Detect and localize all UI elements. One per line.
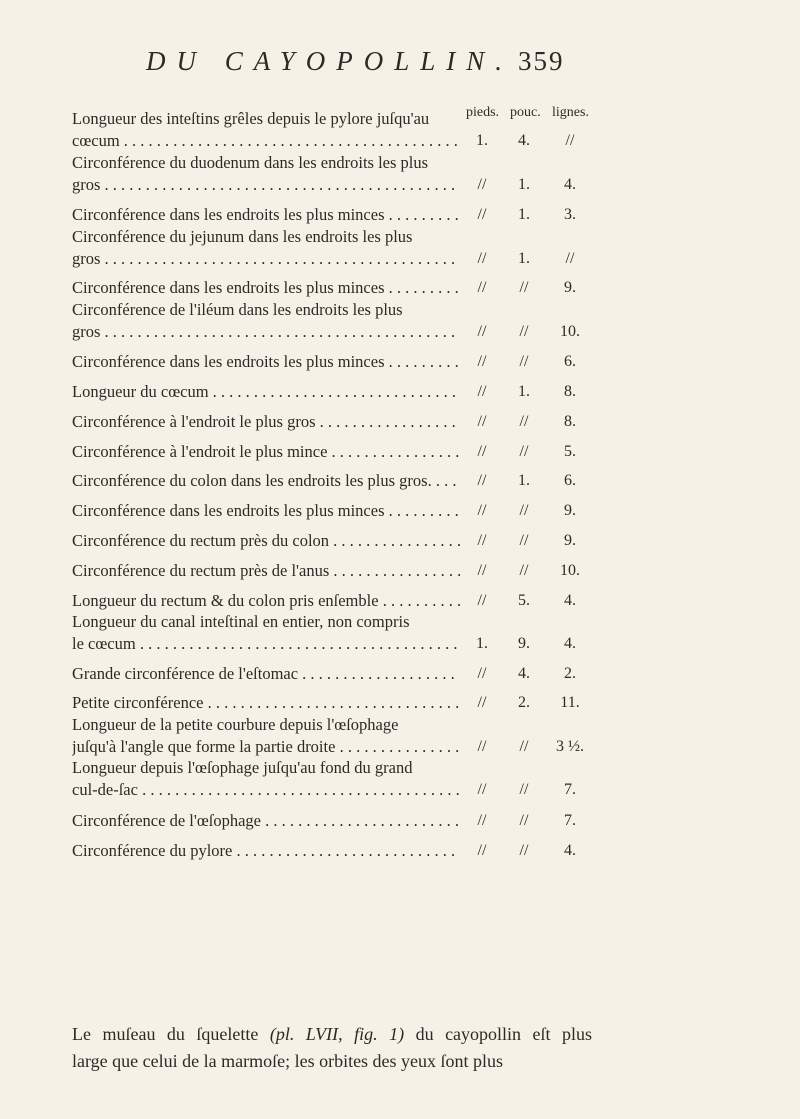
row-label [72, 500, 460, 522]
value-pouces: // [519, 323, 529, 340]
row-label-line: juſqu'à l'angle que forme la partie droite . . . [72, 736, 460, 758]
row-label [72, 757, 460, 801]
row-label [72, 381, 460, 403]
value-lignes: 9. [564, 532, 576, 549]
row-label-line: Circonférence du pylore . . . [72, 840, 460, 862]
row-label-line: Longueur de la petite courbure depuis l'œſophage [72, 715, 399, 734]
header-pouces: pouc. [510, 105, 541, 120]
value-pouces: // [519, 812, 529, 829]
value-lignes: // [565, 132, 575, 149]
row-label-line: Circonférence du rectum près du colon . . . [72, 530, 460, 552]
value-lignes: 7. [564, 781, 576, 798]
leader-dots [432, 471, 460, 490]
row-label-line: Longueur des inteſtins grêles depuis le pylore juſqu'au [72, 109, 430, 128]
value-pouces: 2. [518, 694, 530, 711]
leader-dots [335, 737, 460, 756]
value-pieds: // [477, 502, 487, 519]
row-label [72, 663, 460, 685]
leader-dots [385, 278, 461, 297]
row-label [72, 470, 460, 492]
leader-dots [138, 780, 460, 799]
row-label [72, 277, 460, 299]
value-pouces: // [519, 413, 529, 430]
value-lignes: 4. [564, 635, 576, 652]
value-lignes: 10. [560, 562, 580, 579]
value-lignes: 4. [564, 176, 576, 193]
leader-dots [316, 412, 460, 431]
value-pieds: // [477, 738, 487, 755]
value-pieds: // [477, 279, 487, 296]
row-label-line: cul-de-ſac . . . [72, 779, 460, 801]
row-label [72, 441, 460, 463]
row-label [72, 692, 460, 714]
row-label-line: Longueur du canal inteſtinal en entier, non compris [72, 612, 410, 631]
value-lignes: 4. [564, 592, 576, 609]
row-label-line: Longueur depuis l'œſophage juſqu'au fond du grand [72, 758, 413, 777]
row-label [72, 226, 460, 270]
paragraph-line-2: large que celui de la marmoſe; les orbites des yeux ſont plus [72, 1051, 504, 1071]
leader-dots [232, 841, 460, 860]
row-label-line: Longueur du rectum & du colon pris enſemble . . . [72, 590, 460, 612]
value-pouces: 1. [518, 383, 530, 400]
page-number: 359 [518, 46, 565, 76]
row-label-line: gros . . . [72, 321, 460, 343]
leader-dots [385, 205, 461, 224]
row-label-line: Petite circonférence . . . [72, 692, 460, 714]
row-label-line: Circonférence du rectum près de l'anus . . . [72, 560, 460, 582]
row-label [72, 351, 460, 373]
value-pouces: 5. [518, 592, 530, 609]
header-pieds: pieds. [466, 105, 500, 120]
row-label [72, 411, 460, 433]
leader-dots [203, 693, 460, 712]
value-pouces: 1. [518, 176, 530, 193]
body-paragraph [72, 1021, 592, 1075]
row-label-line: Circonférence dans les endroits les plus minces . . . [72, 277, 460, 299]
value-pouces: 4. [518, 665, 530, 682]
value-pieds: // [477, 592, 487, 609]
value-pouces: 4. [518, 132, 530, 149]
value-lignes: 5. [564, 443, 576, 460]
row-label [72, 840, 460, 862]
row-label [72, 152, 460, 196]
value-pieds: // [477, 472, 487, 489]
value-pouces: // [519, 562, 529, 579]
row-label-line: Circonférence du jejunum dans les endroits les plus [72, 227, 413, 246]
value-pouces: // [519, 279, 529, 296]
row-label-line: Circonférence de l'œſophage . . . [72, 810, 460, 832]
row-label [72, 530, 460, 552]
leader-dots [209, 382, 460, 401]
row-label-line: Circonférence du colon dans les endroits les plus gros. . . . [72, 470, 460, 492]
value-lignes: 9. [564, 502, 576, 519]
value-pieds: // [477, 532, 487, 549]
header-lignes: lignes. [552, 105, 589, 120]
value-pieds: // [477, 353, 487, 370]
value-pouces: 1. [518, 472, 530, 489]
value-lignes: 7. [564, 812, 576, 829]
value-lignes: 3 ½. [556, 738, 584, 755]
leader-dots [329, 531, 460, 550]
leader-dots [329, 561, 460, 580]
leader-dots [100, 175, 460, 194]
leader-dots [100, 322, 460, 341]
leader-dots [379, 591, 460, 610]
value-pieds: // [477, 443, 487, 460]
value-lignes: 8. [564, 413, 576, 430]
value-pieds: // [477, 842, 487, 859]
value-pieds: 1. [476, 132, 488, 149]
value-pouces: // [519, 738, 529, 755]
row-label [72, 810, 460, 832]
row-label-line: Circonférence dans les endroits les plus minces . . . [72, 351, 460, 373]
value-pieds: // [477, 781, 487, 798]
value-pieds: // [477, 812, 487, 829]
plate-reference: (pl. LVII, fig. 1) [269, 1024, 405, 1044]
row-label-line: gros . . . [72, 174, 460, 196]
value-lignes: 10. [560, 323, 580, 340]
value-pouces: // [519, 532, 529, 549]
row-label [72, 714, 460, 758]
value-lignes: 3. [564, 206, 576, 223]
row-label-line: cœcum . . . [72, 130, 460, 152]
row-label-line: Circonférence du duodenum dans les endroits les plus [72, 153, 429, 172]
leader-dots [385, 501, 461, 520]
value-lignes: 8. [564, 383, 576, 400]
value-pieds: // [477, 323, 487, 340]
value-pieds: // [477, 413, 487, 430]
row-label [72, 108, 460, 152]
running-title: DU CAYOPOLLIN. [146, 46, 514, 76]
value-pouces: // [519, 781, 529, 798]
row-label [72, 611, 460, 655]
row-label-line: Longueur du cœcum . . . [72, 381, 460, 403]
value-pouces: 1. [518, 250, 530, 267]
row-label-line: Circonférence dans les endroits les plus minces . . . [72, 204, 460, 226]
value-lignes: 11. [560, 694, 580, 711]
row-label [72, 204, 460, 226]
row-label [72, 299, 460, 343]
row-label-line: Grande circonférence de l'eſtomac . . . [72, 663, 460, 685]
value-pieds: // [477, 383, 487, 400]
row-label-line: Circonférence dans les endroits les plus minces . . . [72, 500, 460, 522]
leader-dots [327, 442, 460, 461]
value-pouces: // [519, 502, 529, 519]
row-label-line: le cœcum . . . [72, 633, 460, 655]
value-pieds: // [477, 176, 487, 193]
leader-dots [261, 811, 460, 830]
value-pieds: // [477, 206, 487, 223]
row-label-line: Circonférence à l'endroit le plus gros . . . [72, 411, 460, 433]
leader-dots [100, 249, 460, 268]
value-pouces: 9. [518, 635, 530, 652]
value-lignes: 6. [564, 472, 576, 489]
value-pieds: // [477, 665, 487, 682]
value-pieds: // [477, 250, 487, 267]
row-label-line: Circonférence de l'iléum dans les endroits les plus [72, 300, 403, 319]
leader-dots [120, 131, 460, 150]
value-lignes: 4. [564, 842, 576, 859]
row-label [72, 560, 460, 582]
value-pieds: // [477, 694, 487, 711]
running-head [0, 46, 800, 86]
value-lignes: // [565, 250, 575, 267]
row-label-line: gros . . . [72, 248, 460, 270]
value-pieds: // [477, 562, 487, 579]
value-pouces: // [519, 353, 529, 370]
leader-dots [298, 664, 460, 683]
value-lignes: 6. [564, 353, 576, 370]
value-lignes: 9. [564, 279, 576, 296]
leader-dots [385, 352, 461, 371]
value-pouces: 1. [518, 206, 530, 223]
row-label-line: Circonférence à l'endroit le plus mince . . . [72, 441, 460, 463]
value-pieds: 1. [476, 635, 488, 652]
value-pouces: // [519, 842, 529, 859]
paragraph-line-1: Le muſeau du ſquelette (pl. LVII, fig. 1) du cayopollin eſt plus [72, 1024, 592, 1044]
row-label [72, 590, 460, 612]
leader-dots [136, 634, 460, 653]
value-lignes: 2. [564, 665, 576, 682]
value-pouces: // [519, 443, 529, 460]
